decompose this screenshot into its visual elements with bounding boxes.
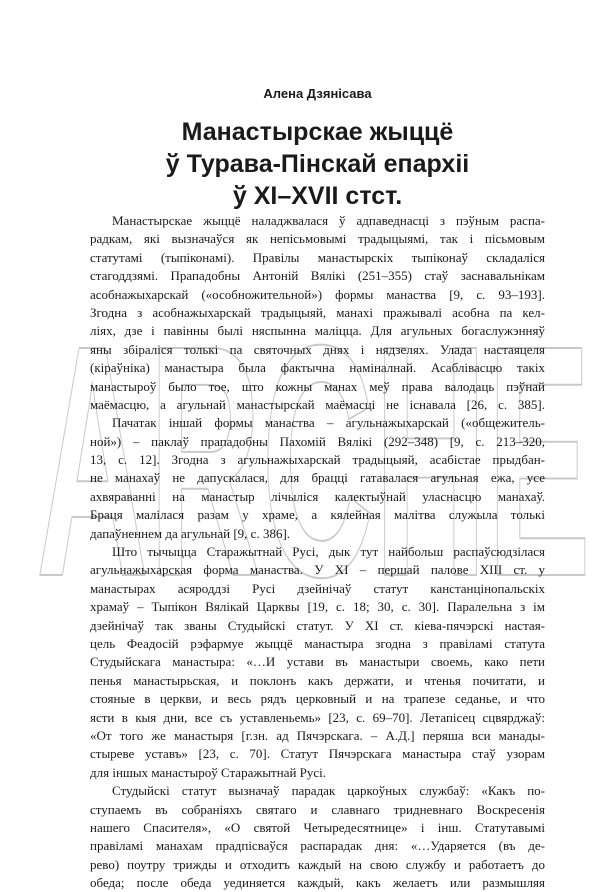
text-line: нашего Спасителя», «О святой Четыредесятнице» і інш. Статутавымі: [90, 819, 545, 835]
text-line: стагоддзямі. Прападобны Антоній Вялікі (251–355) стаў заснавальнікам: [90, 268, 545, 284]
article-author: Алена Дзянісава: [263, 86, 372, 101]
text-line: Манастырскае жыццё наладжвалася ў адпаведнасці з пэўным распа-: [112, 213, 545, 228]
text-line: Студыйскага манастыра: «…И устави въ манастыри своемь, како пети: [90, 654, 545, 670]
title-line: ў XI–XVII стст.: [232, 182, 403, 210]
text-line: стыреве уставъ» [23, с. 70]. Статут Пячэрскага манастыра стаў узорам: [90, 746, 545, 762]
text-line: ступаемъ въ собраніяхъ святаго и славнаго тридневнаго Воскресенія: [90, 801, 545, 817]
paragraph: [90, 543, 545, 782]
text-line: ліях, дзе і павінны былі няспынна маліцца. Для агульных богаслужэнняў: [90, 323, 545, 339]
text-line: Пачатак іншай формы манаства – агульнажыхарскай («общежитель-: [112, 415, 545, 431]
text-line: Браця малілася разам у храме, а кялейная малітва служыла толькі: [90, 507, 545, 523]
watermark-text: ARCHE: [36, 276, 591, 645]
text-line: яны збіраліся толькі па святочных днях і нядзелях. Улада настаяцеля: [90, 341, 545, 357]
text-line: (кіраўніка) манастыра была фактычна наміналнай. Асаблівасцю такіх: [90, 360, 545, 376]
text-line: дзейнічаў так званы Студыйскі статут. У XI ст. кіева-пячэрскі настая-: [90, 617, 545, 633]
text-line: ясти в кыя дни, все съ уставленьемь» [23, с. 69–70]. Летапісец сцвярджаў:: [90, 709, 545, 725]
text-line: ахвяраванні на манастыр лічыліся калектыўнай уласнасцю манахаў.: [90, 488, 545, 504]
text-line: цель Феадосій рэфармуе жыццё манастыра згодна з правіламі статута: [90, 635, 545, 651]
text-line: агульнажыхарская форма манаства. У XI – першай палове XIII ст. у: [90, 562, 545, 578]
text-line: дапаўненнем да агульнай [9, с. 386].: [90, 525, 291, 541]
text-line: Згодна з асобнажыхарскай традыцыяй, манахі пражывалі асобна па кел-: [90, 304, 545, 320]
text-line: 13, с. 12]. Згодна з агульнажыхарскай традыцыяй, асабістае прыдбан-: [90, 452, 545, 468]
text-line: манастыроў было тое, што кожны манах меў права валодаць пэўнай: [90, 378, 545, 394]
paragraph: [90, 414, 545, 543]
text-line: статутамі (тыпіконамі). Правілы манастырскіх тыпіконаў складаліся: [90, 249, 545, 265]
text-line: не манахаў не дапускалася, для брацці гатавалася агульная ежа, усе: [90, 470, 545, 486]
text-line: Што тычыцца Старажытнай Русі, дык тут найбольш распаўсюдзілася: [112, 544, 545, 560]
text-line: манастырах асяроддзі Русі дзейнічаў статут канстанцінопальскіх: [90, 580, 545, 596]
article-body: [90, 212, 545, 892]
text-line: рево) поутру трижды и отходитъ каждый на свою службу и работаетъ до: [90, 856, 545, 872]
text-line: пенья манастырьская, и поклонъ какъ держати, и чтенья почитати, и: [90, 672, 545, 688]
text-line: «От того же манастыря [г.зн. ад Пячэрскага. – А.Д.] перяша вси манады-: [90, 727, 545, 743]
text-line: Студыйскі статут вызначаў парадак царкоўных службаў: «Какъ по-: [112, 783, 545, 799]
title-line: ў Турава-Пінскай епархіі: [165, 150, 470, 178]
text-line: обеда; после обеда уединяется каждый, какъ желаетъ или размышляя: [90, 875, 545, 891]
title-line: Манастырскае жыццё: [181, 118, 454, 146]
text-line: правіламі манахам прадпісваўся распарадак дня: «…Ударяется (въ де-: [90, 838, 545, 854]
text-line: храмаў – Тыпікон Вялікай Царквы [19, с. 18; 30, с. 30]. Паралельна з ім: [90, 599, 545, 615]
paragraph: [90, 782, 545, 892]
paragraph: [90, 212, 545, 414]
article-title: [90, 116, 545, 212]
text-line: маёмасцю, а агульнай манастырскай маёмасці не існавала [26, с. 385].: [90, 396, 545, 412]
text-line: для іншых манастыроў Старажытнай Русі.: [90, 764, 327, 780]
text-line: стояные в церкви, и весь рядъ церковный и на трапезе седанье, и что: [90, 691, 545, 707]
text-line: асобнажыхарскай («особножительной») формы манаства [9, с. 93–193].: [90, 286, 545, 302]
text-line: радкам, які вызначаўся як непісьмовымі традыцыямі, так і пісьмовым: [90, 231, 545, 247]
text-line: ной») – паклаў прападобны Пахомій Вялікі (292–348) [9, с. 213–320,: [90, 433, 545, 449]
